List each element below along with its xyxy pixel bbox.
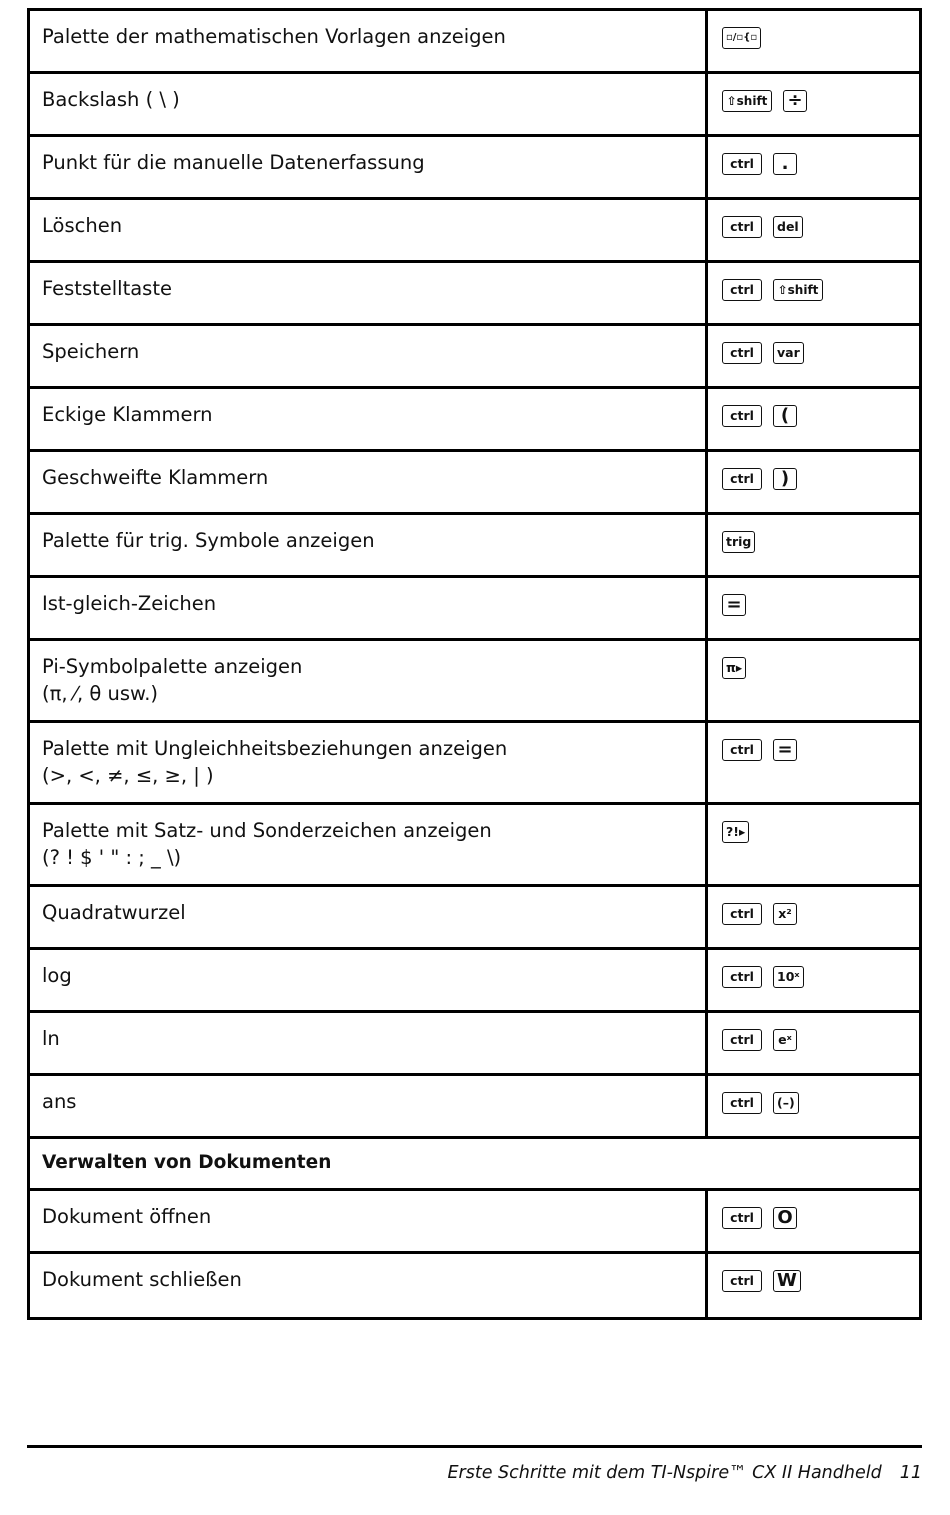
shortcut-keys — [707, 325, 921, 388]
shortcut-label: Punkt für die manuelle Datenerfassung — [42, 151, 425, 174]
del-key-icon: del — [773, 216, 803, 238]
equals-key-icon: = — [773, 739, 797, 761]
shortcut-description — [29, 949, 707, 1012]
table-row — [29, 1012, 921, 1075]
shortcut-description — [29, 804, 707, 886]
table-row — [29, 136, 921, 199]
table-row — [29, 325, 921, 388]
shortcut-description — [29, 262, 707, 325]
shortcut-keys — [707, 136, 921, 199]
table-row — [29, 886, 921, 949]
table-row — [29, 73, 921, 136]
table-row — [29, 949, 921, 1012]
shortcut-keys — [707, 1190, 921, 1253]
shortcut-label: Eckige Klammern — [42, 403, 213, 426]
shortcut-label: Pi-Symbolpalette anzeigen — [42, 655, 303, 678]
shortcut-description — [29, 886, 707, 949]
table-row — [29, 1253, 921, 1319]
shortcut-label: Löschen — [42, 214, 123, 237]
ctrl-key-icon: ctrl — [722, 153, 762, 175]
ctrl-key-icon: ctrl — [722, 1270, 762, 1292]
shortcut-keys — [707, 1075, 921, 1138]
shortcut-description — [29, 199, 707, 262]
ctrl-key-icon: ctrl — [722, 903, 762, 925]
shortcut-keys — [707, 451, 921, 514]
negative-key-icon: (–) — [773, 1092, 799, 1114]
shortcut-keys — [707, 388, 921, 451]
table-row — [29, 451, 921, 514]
open-paren-key-icon: ( — [773, 405, 797, 427]
shortcut-label: Geschweifte Klammern — [42, 466, 269, 489]
ten-power-key-icon: 10ˣ — [773, 966, 804, 988]
var-key-icon: var — [773, 342, 804, 364]
ctrl-key-icon: ctrl — [722, 216, 762, 238]
trig-key-icon: trig — [722, 531, 755, 553]
shortcut-label: Dokument schließen — [42, 1268, 242, 1291]
period-key-icon: . — [773, 153, 797, 175]
shortcut-keys — [707, 886, 921, 949]
table-row — [29, 262, 921, 325]
letter-o-key-icon: O — [773, 1207, 797, 1229]
table-row — [29, 1190, 921, 1253]
section-heading: Verwalten von Dokumenten — [29, 1138, 921, 1190]
shortcut-keys — [707, 73, 921, 136]
math-template-key-icon: ▫/▫{▫ — [722, 27, 761, 49]
shortcut-description — [29, 514, 707, 577]
shortcut-keys — [707, 1253, 921, 1319]
table-row — [29, 388, 921, 451]
shortcut-label: Quadratwurzel — [42, 901, 186, 924]
shortcut-description — [29, 1012, 707, 1075]
table-row — [29, 199, 921, 262]
table-row — [29, 10, 921, 73]
shortcut-label: Ist-gleich-Zeichen — [42, 592, 217, 615]
shortcut-keys — [707, 949, 921, 1012]
shortcut-keys — [707, 514, 921, 577]
shortcut-label: Palette für trig. Symbole anzeigen — [42, 529, 375, 552]
shortcut-description — [29, 1075, 707, 1138]
shortcut-keys — [707, 722, 921, 804]
ctrl-key-icon: ctrl — [722, 1092, 762, 1114]
ctrl-key-icon: ctrl — [722, 468, 762, 490]
shift-key-icon: ⇧shift — [722, 90, 772, 112]
shortcut-description — [29, 640, 707, 722]
shortcut-table — [27, 8, 922, 1320]
shortcut-description — [29, 73, 707, 136]
ctrl-key-icon: ctrl — [722, 342, 762, 364]
shortcut-label: Dokument öffnen — [42, 1205, 212, 1228]
ctrl-key-icon: ctrl — [722, 405, 762, 427]
section-row — [29, 1138, 921, 1190]
shortcut-description — [29, 1190, 707, 1253]
table-row — [29, 640, 921, 722]
shortcut-sublabel: (>, <, ≠, ≤, ≥, | ) — [42, 764, 214, 787]
x-squared-key-icon: x² — [773, 903, 797, 925]
table-row — [29, 804, 921, 886]
shortcut-description — [29, 1253, 707, 1319]
shift-key-icon: ⇧shift — [773, 279, 823, 301]
shortcut-keys — [707, 804, 921, 886]
footer-divider — [27, 1445, 922, 1448]
shortcut-keys — [707, 577, 921, 640]
shortcut-label: Feststelltaste — [42, 277, 172, 300]
footer-title: Erste Schritte mit dem TI-Nspire™ CX II Handheld — [447, 1463, 882, 1483]
close-paren-key-icon: ) — [773, 468, 797, 490]
shortcut-label: Speichern — [42, 340, 140, 363]
shortcut-description — [29, 722, 707, 804]
shortcut-description — [29, 136, 707, 199]
shortcut-label: Palette mit Satz- und Sonderzeichen anzeigen — [42, 819, 492, 842]
equals-key-icon: = — [722, 594, 746, 616]
ctrl-key-icon: ctrl — [722, 966, 762, 988]
ctrl-key-icon: ctrl — [722, 739, 762, 761]
shortcut-label: Palette mit Ungleichheitsbeziehungen anzeigen — [42, 737, 508, 760]
table-row — [29, 577, 921, 640]
shortcut-label: ln — [42, 1027, 60, 1050]
shortcut-description — [29, 451, 707, 514]
shortcut-description — [29, 325, 707, 388]
shortcut-description — [29, 10, 707, 73]
shortcut-keys — [707, 640, 921, 722]
shortcut-label: log — [42, 964, 72, 987]
shortcut-label: Backslash ( \ ) — [42, 88, 180, 111]
ctrl-key-icon: ctrl — [722, 279, 762, 301]
ctrl-key-icon: ctrl — [722, 1029, 762, 1051]
shortcut-keys — [707, 262, 921, 325]
table-row — [29, 1075, 921, 1138]
table-row — [29, 514, 921, 577]
shortcut-sublabel: (? ! $ ' " : ; _ \) — [42, 846, 182, 869]
shortcut-description — [29, 388, 707, 451]
shortcut-label: Palette der mathematischen Vorlagen anzeigen — [42, 25, 506, 48]
shortcut-keys — [707, 10, 921, 73]
page-footer — [447, 1463, 922, 1483]
shortcut-keys — [707, 1012, 921, 1075]
shortcut-description — [29, 577, 707, 640]
divide-key-icon: ÷ — [783, 90, 807, 112]
punctuation-key-icon: ?!▸ — [722, 821, 749, 843]
shortcut-sublabel: (π, ⁄, θ usw.) — [42, 682, 159, 705]
table-row — [29, 722, 921, 804]
page-number: 11 — [899, 1463, 922, 1483]
shortcut-label: ans — [42, 1090, 77, 1113]
shortcut-keys — [707, 199, 921, 262]
e-power-key-icon: eˣ — [773, 1029, 797, 1051]
letter-w-key-icon: W — [773, 1270, 801, 1292]
ctrl-key-icon: ctrl — [722, 1207, 762, 1229]
pi-key-icon: π▸ — [722, 657, 746, 679]
